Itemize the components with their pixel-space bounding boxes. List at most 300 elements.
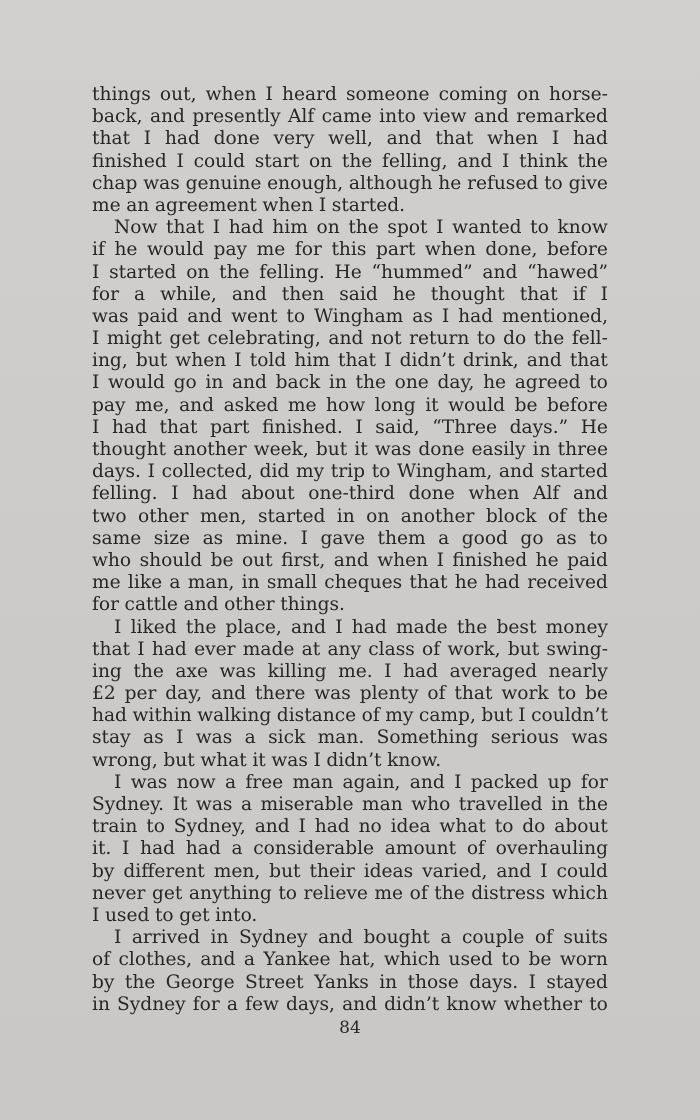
word: a [240,794,253,815]
word: was [143,172,180,194]
word: Now [114,217,158,239]
word: few [245,993,279,1015]
word: again, [342,771,401,793]
word: back [275,372,321,394]
word: other [224,594,275,616]
word: of [548,505,567,527]
word: man. [317,727,365,749]
word: an [126,194,150,216]
word: couldn’t [531,705,608,727]
word: day, [437,372,475,394]
word: I [92,372,100,394]
word: days. [469,971,519,993]
word: miserable [260,794,354,815]
word: which [551,882,608,904]
word: had [572,128,608,150]
word: as [202,527,224,549]
word: never [92,882,146,904]
word: it [425,394,439,416]
word: heard [282,84,337,105]
word: I [92,904,100,926]
word: days. [92,461,141,483]
word: and [572,483,608,505]
word: I [313,749,321,771]
word: things. [280,594,345,616]
word: any [327,638,362,660]
word: not [370,328,402,350]
word: me [374,882,404,904]
word: had [484,572,520,594]
word: felling. [92,483,158,505]
word: a [438,527,450,549]
word: week, [253,439,309,460]
word: done, [485,239,538,261]
word: and [342,993,378,1015]
word: but [315,439,348,460]
text-line [92,461,608,483]
word: I [441,305,450,327]
word: and [526,350,562,372]
word: know. [387,749,442,771]
word: there [255,683,306,705]
word: went [231,305,278,327]
word: of [361,705,380,727]
word: and [149,106,185,128]
word: hat, [338,949,376,971]
text-line [92,883,608,905]
word: while, [160,283,217,305]
word: had [185,838,221,860]
word: could [193,150,246,172]
word: the [133,660,164,682]
word: different [123,860,205,882]
word: then [281,283,325,305]
word: before [546,239,608,261]
word: was [195,794,233,815]
word: Yanks [314,971,369,993]
word: cheques [324,572,403,594]
word: another [400,505,475,527]
word: no [358,816,382,838]
word: said [339,283,378,305]
word: travelled [458,794,543,815]
text-line [92,661,608,683]
word: mentioned, [501,305,608,327]
word: to [154,904,174,926]
word: man [292,771,334,793]
word: when [377,549,429,571]
word: this [331,239,367,261]
word: I [436,217,444,239]
word: had [228,217,264,239]
word: I [540,860,548,882]
word: I [147,461,155,483]
word: had [192,483,228,505]
text-line [92,217,608,239]
word: for [294,239,322,261]
word: arrived [131,927,201,949]
word: mine. [235,527,289,549]
word: killing [267,660,327,682]
word: made [242,638,295,660]
word: Alf [287,106,315,128]
word: a [440,927,452,949]
word: amount [384,838,457,860]
word: I [92,416,100,438]
word: thought [430,283,505,305]
word: Wingham, [397,461,493,483]
word: a [169,572,181,594]
word: on [186,261,210,283]
word: wanted [452,217,522,239]
word: I [318,194,327,216]
word: and [318,927,354,949]
word: came [321,106,372,128]
word: to [286,305,306,327]
text-line [92,905,608,927]
word: to [557,683,577,705]
text-line [92,239,608,261]
word: to [530,217,549,239]
text-line [92,195,608,217]
word: made [395,616,448,638]
word: had [403,660,439,682]
word: someone [345,84,430,105]
word: small [266,572,318,594]
word: the [577,505,608,527]
word: that [92,638,131,660]
word: I [384,660,392,682]
word: I [265,84,273,105]
text-line [92,639,608,661]
word: clothes, [118,949,192,971]
word: didn’t [399,350,455,372]
word: which [383,949,441,971]
word: two [92,505,127,527]
word: and [187,305,223,327]
word: I [176,727,184,749]
word: he [438,172,462,194]
word: I [436,549,444,571]
word: and [482,261,518,283]
word: what [200,749,247,771]
word: that [166,217,205,239]
word: the [185,616,217,638]
word: I [528,971,536,993]
word: I [114,771,122,793]
word: felling. [259,261,325,283]
word: ing, [92,350,128,372]
word: and [496,860,532,882]
word: as [556,527,577,549]
word: who [92,549,132,571]
word: but [507,638,540,660]
word: another [173,439,247,460]
word: distress [471,882,546,904]
word: spot [387,217,428,239]
word: felling, [382,150,448,172]
word: was [571,727,608,749]
word: trip [330,461,366,483]
word: thought [92,439,166,460]
word: me. [338,660,373,682]
word: go [520,527,544,549]
text-line [92,838,608,860]
word: paid [137,305,179,327]
word: easily [471,439,526,460]
word: pay [213,239,248,261]
word: the [348,217,379,239]
word: plenty [359,683,419,705]
word: I [298,816,306,838]
word: me, [135,394,170,416]
word: the [577,794,608,815]
word: was [374,439,412,460]
word: I [355,416,363,438]
word: Sydney [238,927,308,949]
word: Wingham [314,305,404,327]
word: by [92,971,115,993]
word: fell- [571,328,608,350]
word: was [271,749,308,771]
word: return [409,328,470,350]
word: and [328,328,364,350]
word: He [580,416,608,438]
word: do [522,816,546,838]
word: them [377,527,426,549]
word: had [140,838,176,860]
word: be [528,949,552,971]
word: per [124,683,157,705]
word: celebrating, [207,328,321,350]
word: part [210,416,250,438]
word: anything [188,882,272,904]
word: know [557,217,608,239]
word: nearly [548,660,608,682]
word: he [454,572,478,594]
word: I [176,150,184,172]
word: was [219,660,257,682]
word: in [532,439,551,460]
word: train [92,816,138,838]
word: that [435,128,474,150]
word: swing- [546,638,608,660]
word: on [366,505,390,527]
word: and [386,128,422,150]
text-line [92,328,608,350]
word: Something [376,727,479,749]
text-line [92,106,608,128]
word: do [503,328,527,350]
word: get [169,328,200,350]
word: should [139,549,203,571]
word: started. [331,194,406,216]
word: pay [92,394,126,416]
text-line [92,994,608,1016]
word: done [408,483,455,505]
word: as [142,727,164,749]
word: didn’t [384,993,440,1015]
word: done [418,439,465,460]
word: work [501,683,549,705]
word: Yankee [263,949,331,971]
word: had [458,305,494,327]
word: think [519,150,568,172]
word: same [92,527,142,549]
word: I [551,128,560,150]
text-line [92,594,608,616]
word: stayed [546,971,608,993]
word: and [457,150,493,172]
word: what [439,816,486,838]
word: things [92,84,151,105]
word: worn [559,949,608,971]
word: part [375,239,416,261]
word: on [516,84,540,105]
word: to [589,372,608,394]
word: the [355,372,386,394]
word: had [314,816,350,838]
word: finished [92,150,167,172]
word: to [278,882,297,904]
word: I [92,261,100,283]
word: I [137,638,145,660]
word: those [407,971,459,993]
word: and [473,106,509,128]
word: had [92,705,127,727]
word: had [151,638,187,660]
word: “hummed” [371,261,473,283]
word: I [92,328,100,350]
word: in [205,372,224,394]
word: done [213,128,260,150]
word: might [106,328,162,350]
word: out, [159,84,197,105]
word: would [448,394,506,416]
word: to [494,816,514,838]
word: presently [192,106,281,128]
word: finished. [262,416,343,438]
text-line [92,683,608,705]
word: drink, [462,350,519,372]
word: told [249,350,287,372]
word: the [219,261,250,283]
word: started [257,505,326,527]
page-number: 84 [339,1018,361,1038]
word: back, [92,106,143,128]
word: didn’t [326,749,382,771]
word: that [159,416,198,438]
text-line [92,417,608,439]
word: when [487,128,539,150]
word: and [254,816,290,838]
word: other [138,505,189,527]
word: considerable [253,838,375,860]
word: said, [375,416,420,438]
word: now [176,771,216,793]
word: gave [320,527,366,549]
word: I [212,217,221,239]
text-line [92,439,608,461]
word: give [568,172,608,194]
body-text [92,84,608,1016]
word: of [427,683,446,705]
word: enough, [267,172,344,194]
word: up [547,771,572,793]
word: be [585,683,608,705]
word: when [468,483,520,505]
word: asked [223,394,279,416]
word: suits [563,927,608,949]
word: to [501,949,521,971]
word: although [348,172,433,194]
word: before [547,394,608,416]
word: of [534,927,553,949]
word: collected, [161,461,253,483]
word: money [545,616,608,638]
word: get [151,882,183,904]
word: used [448,949,493,971]
word: of [422,638,441,660]
word: it. [92,838,112,860]
word: in [379,971,398,993]
word: in [328,372,347,394]
word: used [104,904,150,926]
word: I [335,616,343,638]
word: but [269,860,301,882]
word: genuine [185,172,262,194]
word: did [259,461,290,483]
word: day, [165,683,203,705]
word: averaged [449,660,537,682]
text-line [92,949,608,971]
word: when [205,84,257,105]
word: I [114,616,122,638]
text-line [92,705,608,727]
word: best [496,616,537,638]
word: the [533,328,565,350]
text-line [92,727,608,749]
word: walking [197,705,272,727]
word: a [133,283,146,305]
word: coming [438,84,508,105]
word: bought [363,927,430,949]
word: view [423,106,467,128]
word: the [124,971,156,993]
word: he [114,239,138,261]
word: £2 [92,683,116,705]
word: how [326,394,366,416]
text-line [92,395,608,417]
word: the [434,882,465,904]
word: had [111,416,147,438]
word: out [241,549,273,571]
word: remarked [516,106,608,128]
word: the [456,616,488,638]
word: It [172,794,188,815]
text-line [92,617,608,639]
word: he [483,372,507,394]
word: was [314,683,351,705]
word: that [409,572,448,594]
word: paid [567,549,608,571]
word: ing [92,660,122,682]
word: He [334,261,362,283]
word: had [164,128,200,150]
word: the [341,150,373,172]
word: a [243,949,255,971]
text-line [92,506,608,528]
